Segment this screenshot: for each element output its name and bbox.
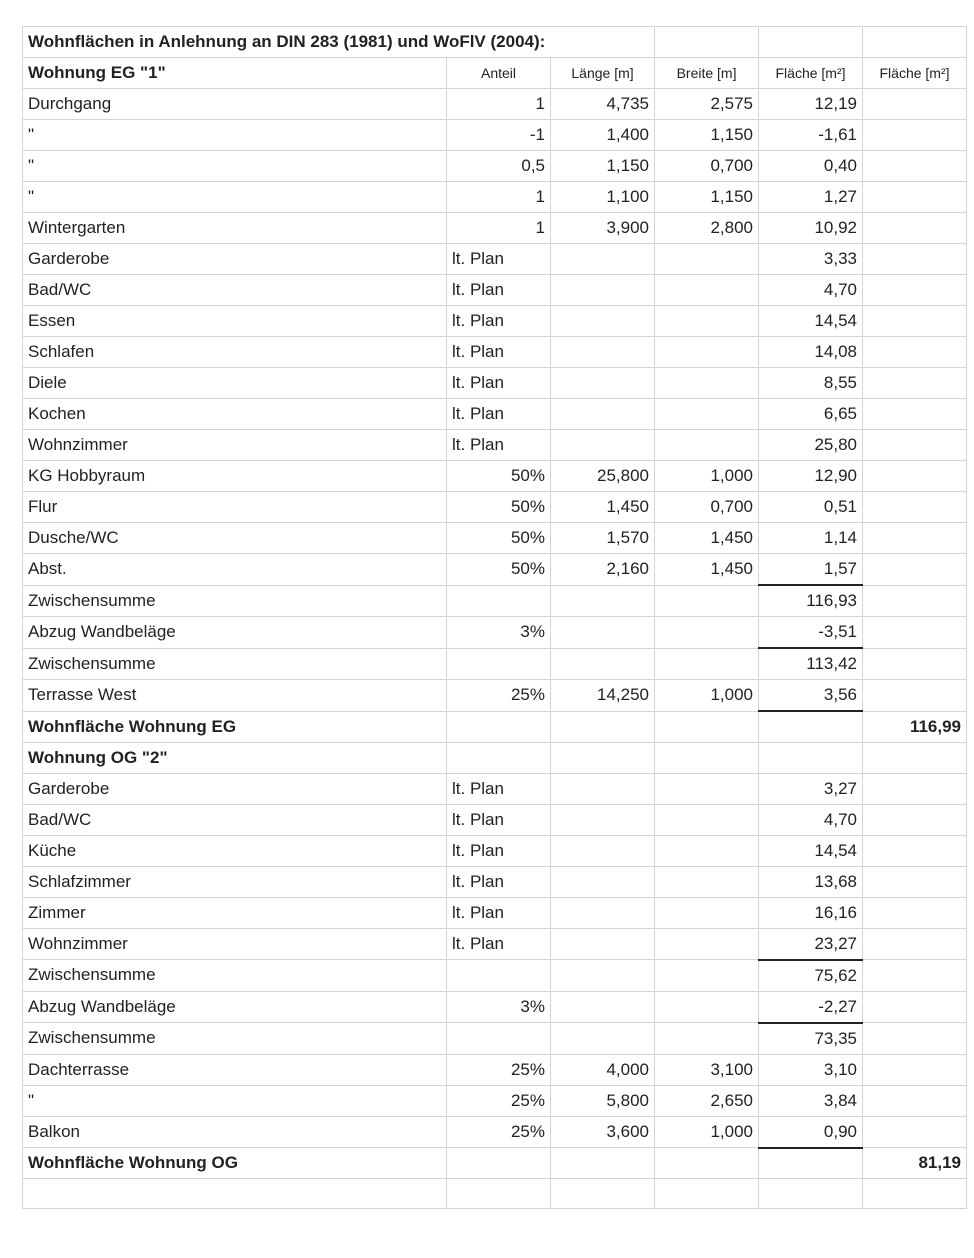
cell-breite: 3,100 bbox=[655, 1054, 759, 1085]
row-label: Garderobe bbox=[23, 773, 447, 804]
table-row bbox=[23, 680, 967, 712]
title-row bbox=[23, 27, 967, 58]
cell-anteil: lt. Plan bbox=[447, 399, 551, 430]
row-label: Wohnung OG "2" bbox=[23, 742, 447, 773]
row-label: Zwischensumme bbox=[23, 648, 447, 680]
cell-laenge: 1,150 bbox=[551, 151, 655, 182]
cell-breite: 1,150 bbox=[655, 182, 759, 213]
cell-total bbox=[863, 897, 967, 928]
cell-total bbox=[863, 244, 967, 275]
col-header-flaeche-total: Fläche [m²] bbox=[863, 58, 967, 89]
row-label: Zwischensumme bbox=[23, 960, 447, 992]
table-row bbox=[23, 1054, 967, 1085]
row-label: Wintergarten bbox=[23, 213, 447, 244]
table-row bbox=[23, 1179, 967, 1209]
cell-flaeche: 8,55 bbox=[759, 368, 863, 399]
row-label: Wohnfläche Wohnung EG bbox=[23, 711, 447, 742]
cell-breite: 1,450 bbox=[655, 554, 759, 586]
cell-breite bbox=[655, 337, 759, 368]
cell-flaeche: 4,70 bbox=[759, 804, 863, 835]
row-label: Abzug Wandbeläge bbox=[23, 991, 447, 1023]
cell-laenge bbox=[551, 804, 655, 835]
cell-total bbox=[863, 368, 967, 399]
cell-anteil bbox=[447, 585, 551, 617]
cell-anteil bbox=[447, 742, 551, 773]
row-label: Zwischensumme bbox=[23, 585, 447, 617]
cell-anteil: 1 bbox=[447, 213, 551, 244]
cell-breite bbox=[655, 617, 759, 649]
cell-total bbox=[863, 306, 967, 337]
cell-breite: 2,650 bbox=[655, 1085, 759, 1116]
cell-laenge bbox=[551, 711, 655, 742]
row-label: " bbox=[23, 1085, 447, 1116]
row-label: KG Hobbyraum bbox=[23, 461, 447, 492]
row-label: Balkon bbox=[23, 1116, 447, 1148]
cell-laenge: 3,900 bbox=[551, 213, 655, 244]
cell-flaeche: 1,27 bbox=[759, 182, 863, 213]
cell-flaeche: 0,40 bbox=[759, 151, 863, 182]
table-row bbox=[23, 711, 967, 742]
cell-laenge bbox=[551, 897, 655, 928]
cell-breite: 0,700 bbox=[655, 151, 759, 182]
cell-flaeche: 23,27 bbox=[759, 928, 863, 960]
header-row bbox=[23, 58, 967, 89]
cell-total bbox=[863, 213, 967, 244]
cell-total bbox=[863, 804, 967, 835]
cell-flaeche: 73,35 bbox=[759, 1023, 863, 1055]
row-label: Dachterrasse bbox=[23, 1054, 447, 1085]
cell-total: 116,99 bbox=[863, 711, 967, 742]
cell-laenge: 25,800 bbox=[551, 461, 655, 492]
cell-laenge bbox=[551, 835, 655, 866]
cell-laenge bbox=[551, 399, 655, 430]
cell-laenge bbox=[551, 1179, 655, 1209]
cell-flaeche: 113,42 bbox=[759, 648, 863, 680]
cell-breite: 2,800 bbox=[655, 213, 759, 244]
cell-total bbox=[863, 617, 967, 649]
cell-anteil bbox=[447, 648, 551, 680]
cell-anteil bbox=[447, 1148, 551, 1179]
table-row bbox=[23, 1085, 967, 1116]
table-row bbox=[23, 804, 967, 835]
table-row bbox=[23, 182, 967, 213]
cell-total bbox=[863, 492, 967, 523]
cell-anteil: 0,5 bbox=[447, 151, 551, 182]
cell-total bbox=[863, 1054, 967, 1085]
row-label: " bbox=[23, 120, 447, 151]
cell-laenge: 1,450 bbox=[551, 492, 655, 523]
table-row bbox=[23, 960, 967, 992]
table-row bbox=[23, 1116, 967, 1148]
cell-total bbox=[863, 1085, 967, 1116]
cell-laenge: 1,570 bbox=[551, 523, 655, 554]
cell-flaeche bbox=[759, 1148, 863, 1179]
cell-laenge: 4,000 bbox=[551, 1054, 655, 1085]
cell-total bbox=[863, 182, 967, 213]
cell-breite bbox=[655, 928, 759, 960]
cell-anteil: 50% bbox=[447, 523, 551, 554]
cell-anteil bbox=[447, 711, 551, 742]
cell-laenge bbox=[551, 742, 655, 773]
cell-flaeche: 14,54 bbox=[759, 835, 863, 866]
cell-flaeche: 3,27 bbox=[759, 773, 863, 804]
cell-total bbox=[863, 960, 967, 992]
cell-laenge bbox=[551, 960, 655, 992]
cell-anteil: 1 bbox=[447, 89, 551, 120]
cell-laenge bbox=[551, 648, 655, 680]
cell-laenge: 5,800 bbox=[551, 1085, 655, 1116]
section-heading-eg: Wohnung EG "1" bbox=[23, 58, 447, 89]
cell-flaeche: 12,19 bbox=[759, 89, 863, 120]
area-calculation-table bbox=[22, 26, 967, 1209]
cell-breite bbox=[655, 430, 759, 461]
cell-flaeche: 3,84 bbox=[759, 1085, 863, 1116]
cell-flaeche: 0,51 bbox=[759, 492, 863, 523]
cell-laenge: 1,100 bbox=[551, 182, 655, 213]
row-label: Garderobe bbox=[23, 244, 447, 275]
cell-total bbox=[863, 554, 967, 586]
cell-anteil: -1 bbox=[447, 120, 551, 151]
cell-flaeche: 4,70 bbox=[759, 275, 863, 306]
row-label: Terrasse West bbox=[23, 680, 447, 712]
table-row bbox=[23, 991, 967, 1023]
cell-laenge bbox=[551, 1148, 655, 1179]
row-label: Wohnzimmer bbox=[23, 430, 447, 461]
cell-anteil bbox=[447, 960, 551, 992]
row-label: Abst. bbox=[23, 554, 447, 586]
row-label: Kochen bbox=[23, 399, 447, 430]
col-header-anteil: Anteil bbox=[447, 58, 551, 89]
cell-laenge bbox=[551, 244, 655, 275]
cell-breite bbox=[655, 960, 759, 992]
table-row bbox=[23, 523, 967, 554]
cell-anteil: lt. Plan bbox=[447, 244, 551, 275]
cell-anteil: 50% bbox=[447, 492, 551, 523]
cell-flaeche: 25,80 bbox=[759, 430, 863, 461]
cell-total bbox=[863, 523, 967, 554]
cell-laenge: 3,600 bbox=[551, 1116, 655, 1148]
cell-anteil: 25% bbox=[447, 1054, 551, 1085]
cell-flaeche bbox=[759, 742, 863, 773]
cell-total bbox=[863, 1116, 967, 1148]
cell bbox=[655, 27, 759, 58]
cell-breite: 1,000 bbox=[655, 680, 759, 712]
col-header-laenge: Länge [m] bbox=[551, 58, 655, 89]
cell-flaeche: -3,51 bbox=[759, 617, 863, 649]
cell-breite bbox=[655, 399, 759, 430]
table-row bbox=[23, 1148, 967, 1179]
cell-breite bbox=[655, 773, 759, 804]
cell-laenge: 1,400 bbox=[551, 120, 655, 151]
row-label: Bad/WC bbox=[23, 275, 447, 306]
table-row bbox=[23, 585, 967, 617]
cell-anteil: lt. Plan bbox=[447, 928, 551, 960]
row-label: Bad/WC bbox=[23, 804, 447, 835]
cell-breite bbox=[655, 1023, 759, 1055]
row-label: Zimmer bbox=[23, 897, 447, 928]
row-label: Abzug Wandbeläge bbox=[23, 617, 447, 649]
cell-flaeche: 16,16 bbox=[759, 897, 863, 928]
cell-flaeche: 1,14 bbox=[759, 523, 863, 554]
table-row bbox=[23, 430, 967, 461]
cell-laenge bbox=[551, 866, 655, 897]
row-label: " bbox=[23, 151, 447, 182]
table-row bbox=[23, 275, 967, 306]
cell-total bbox=[863, 430, 967, 461]
row-label: Schlafzimmer bbox=[23, 866, 447, 897]
cell-total bbox=[863, 773, 967, 804]
cell-anteil: lt. Plan bbox=[447, 275, 551, 306]
table-row bbox=[23, 368, 967, 399]
cell-breite bbox=[655, 742, 759, 773]
cell-total bbox=[863, 89, 967, 120]
table-row bbox=[23, 89, 967, 120]
cell-total bbox=[863, 866, 967, 897]
cell-breite: 1,450 bbox=[655, 523, 759, 554]
cell-flaeche: 3,56 bbox=[759, 680, 863, 712]
cell-breite bbox=[655, 991, 759, 1023]
cell-laenge bbox=[551, 430, 655, 461]
row-label: " bbox=[23, 182, 447, 213]
table-row bbox=[23, 337, 967, 368]
cell-laenge bbox=[551, 617, 655, 649]
cell-flaeche: 13,68 bbox=[759, 866, 863, 897]
col-header-flaeche: Fläche [m²] bbox=[759, 58, 863, 89]
cell-total bbox=[863, 120, 967, 151]
cell-flaeche: 75,62 bbox=[759, 960, 863, 992]
table-row bbox=[23, 461, 967, 492]
cell-flaeche: 1,57 bbox=[759, 554, 863, 586]
cell-laenge bbox=[551, 275, 655, 306]
cell-flaeche: 10,92 bbox=[759, 213, 863, 244]
table-row bbox=[23, 151, 967, 182]
cell-laenge bbox=[551, 306, 655, 337]
table-row bbox=[23, 213, 967, 244]
cell-total bbox=[863, 461, 967, 492]
cell-laenge bbox=[551, 928, 655, 960]
col-header-breite: Breite [m] bbox=[655, 58, 759, 89]
row-label: Diele bbox=[23, 368, 447, 399]
cell-total bbox=[863, 648, 967, 680]
cell-flaeche bbox=[759, 711, 863, 742]
row-label: Schlafen bbox=[23, 337, 447, 368]
cell-total: 81,19 bbox=[863, 1148, 967, 1179]
cell-laenge bbox=[551, 773, 655, 804]
cell-breite bbox=[655, 306, 759, 337]
table-row bbox=[23, 617, 967, 649]
cell-laenge bbox=[551, 337, 655, 368]
cell-flaeche: 12,90 bbox=[759, 461, 863, 492]
cell-anteil: lt. Plan bbox=[447, 804, 551, 835]
cell-laenge: 14,250 bbox=[551, 680, 655, 712]
cell-total bbox=[863, 275, 967, 306]
cell-flaeche: 6,65 bbox=[759, 399, 863, 430]
cell-anteil: lt. Plan bbox=[447, 866, 551, 897]
table-row bbox=[23, 742, 967, 773]
row-label: Dusche/WC bbox=[23, 523, 447, 554]
table-row bbox=[23, 835, 967, 866]
row-label: Flur bbox=[23, 492, 447, 523]
row-label: Zwischensumme bbox=[23, 1023, 447, 1055]
cell-breite bbox=[655, 368, 759, 399]
cell-flaeche: 14,54 bbox=[759, 306, 863, 337]
table-row bbox=[23, 928, 967, 960]
cell-flaeche bbox=[759, 1179, 863, 1209]
cell-breite: 1,000 bbox=[655, 461, 759, 492]
cell-breite bbox=[655, 275, 759, 306]
cell-anteil bbox=[447, 1179, 551, 1209]
table-row bbox=[23, 306, 967, 337]
cell-total bbox=[863, 1179, 967, 1209]
cell-flaeche: -1,61 bbox=[759, 120, 863, 151]
row-label: Durchgang bbox=[23, 89, 447, 120]
cell-breite: 1,150 bbox=[655, 120, 759, 151]
cell-anteil: lt. Plan bbox=[447, 368, 551, 399]
cell-flaeche: -2,27 bbox=[759, 991, 863, 1023]
cell-anteil: 3% bbox=[447, 991, 551, 1023]
cell-flaeche: 3,33 bbox=[759, 244, 863, 275]
cell-anteil: lt. Plan bbox=[447, 337, 551, 368]
cell-total bbox=[863, 742, 967, 773]
table-row bbox=[23, 120, 967, 151]
cell-total bbox=[863, 835, 967, 866]
cell-anteil: lt. Plan bbox=[447, 897, 551, 928]
table-row bbox=[23, 244, 967, 275]
cell-breite bbox=[655, 897, 759, 928]
cell-total bbox=[863, 1023, 967, 1055]
cell-anteil: lt. Plan bbox=[447, 430, 551, 461]
table-row bbox=[23, 1023, 967, 1055]
cell-flaeche: 14,08 bbox=[759, 337, 863, 368]
table-row bbox=[23, 399, 967, 430]
cell-total bbox=[863, 337, 967, 368]
cell-anteil: 1 bbox=[447, 182, 551, 213]
cell-flaeche: 116,93 bbox=[759, 585, 863, 617]
cell-breite bbox=[655, 866, 759, 897]
cell-anteil: 25% bbox=[447, 680, 551, 712]
cell-anteil: lt. Plan bbox=[447, 306, 551, 337]
cell-breite bbox=[655, 804, 759, 835]
cell-total bbox=[863, 151, 967, 182]
table-row bbox=[23, 897, 967, 928]
cell-anteil: 25% bbox=[447, 1116, 551, 1148]
cell-laenge: 2,160 bbox=[551, 554, 655, 586]
cell bbox=[759, 27, 863, 58]
cell-breite bbox=[655, 711, 759, 742]
cell-flaeche: 3,10 bbox=[759, 1054, 863, 1085]
cell-laenge: 4,735 bbox=[551, 89, 655, 120]
cell-total bbox=[863, 991, 967, 1023]
cell-breite bbox=[655, 244, 759, 275]
cell-breite bbox=[655, 1179, 759, 1209]
table-row bbox=[23, 492, 967, 523]
cell-anteil: 50% bbox=[447, 554, 551, 586]
row-label: Wohnzimmer bbox=[23, 928, 447, 960]
table-row bbox=[23, 866, 967, 897]
cell-breite bbox=[655, 648, 759, 680]
cell-total bbox=[863, 928, 967, 960]
cell-laenge bbox=[551, 585, 655, 617]
cell-anteil: 25% bbox=[447, 1085, 551, 1116]
table-row bbox=[23, 554, 967, 586]
row-label bbox=[23, 1179, 447, 1209]
cell bbox=[863, 27, 967, 58]
table-row bbox=[23, 773, 967, 804]
cell-total bbox=[863, 399, 967, 430]
table-row bbox=[23, 648, 967, 680]
cell-anteil: 3% bbox=[447, 617, 551, 649]
row-label: Wohnfläche Wohnung OG bbox=[23, 1148, 447, 1179]
cell-anteil: lt. Plan bbox=[447, 835, 551, 866]
cell-total bbox=[863, 585, 967, 617]
cell-breite: 2,575 bbox=[655, 89, 759, 120]
cell-anteil: lt. Plan bbox=[447, 773, 551, 804]
cell-breite bbox=[655, 835, 759, 866]
cell-breite: 0,700 bbox=[655, 492, 759, 523]
cell-breite bbox=[655, 1148, 759, 1179]
row-label: Essen bbox=[23, 306, 447, 337]
cell-total bbox=[863, 680, 967, 712]
cell-breite bbox=[655, 585, 759, 617]
cell-laenge bbox=[551, 368, 655, 399]
cell-laenge bbox=[551, 1023, 655, 1055]
cell-flaeche: 0,90 bbox=[759, 1116, 863, 1148]
cell-anteil: 50% bbox=[447, 461, 551, 492]
cell-breite: 1,000 bbox=[655, 1116, 759, 1148]
cell-laenge bbox=[551, 991, 655, 1023]
row-label: Küche bbox=[23, 835, 447, 866]
cell-anteil bbox=[447, 1023, 551, 1055]
sheet-title: Wohnflächen in Anlehnung an DIN 283 (1981) und WoFlV (2004): bbox=[23, 27, 655, 58]
